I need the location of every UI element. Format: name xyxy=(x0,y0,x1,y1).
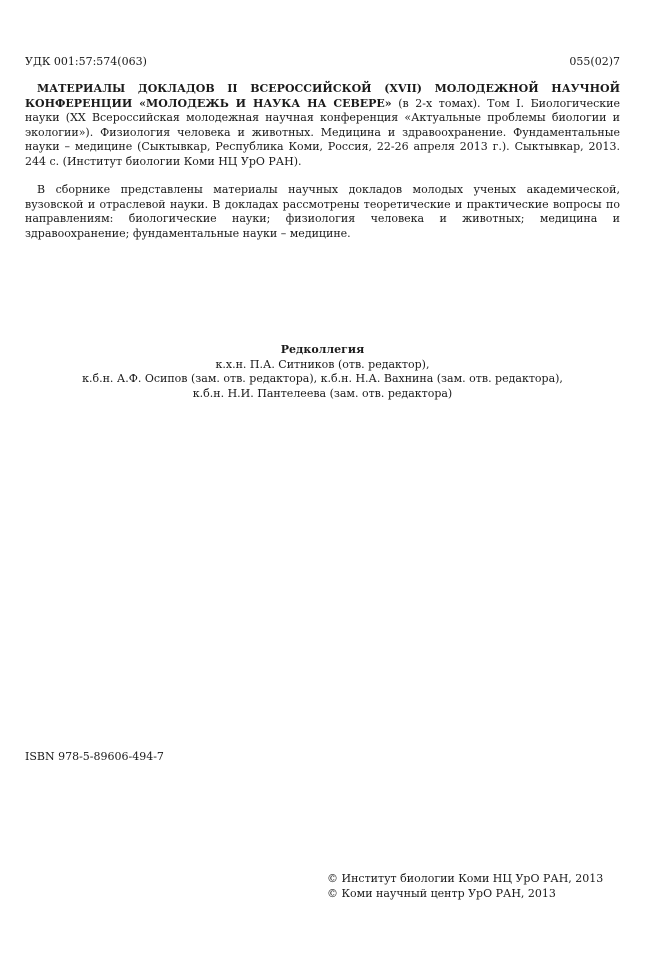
bbk-code: 055(02)7 xyxy=(569,55,620,68)
bibliographic-details: (в 2-х томах). Том I. Биологические науки (XX Всероссийская молодежная научная конференция «Актуальные проблемы биологии и экологии»). Физиология человека и животных. Медицина и здравоохранение. Фундаментальные науки – медицине (Сыктывкар, Республика Коми, Россия, 22-26 апреля 2013 г.). Сыктывкар, 2013. 244 с. (Институт биологии Коми НЦ УрО РАН). xyxy=(25,96,620,168)
conference-title: МАТЕРИАЛЫ ДОКЛАДОВ II ВСЕРОССИЙСКОЙ (XVII) МОЛОДЕЖНОЙ НАУЧНОЙ КОНФЕРЕНЦИИ «МОЛОДЕЖЬ И НАУКА НА СЕВЕРЕ» xyxy=(25,82,620,110)
udk-code: УДК 001:57:574(063) xyxy=(25,55,147,68)
isbn: ISBN 978-5-89606-494-7 xyxy=(25,750,164,763)
editorial-board-title: Редколлегия xyxy=(280,343,365,356)
copyright-line: © Коми научный центр УрО РАН, 2013 xyxy=(327,886,556,900)
copyright-block xyxy=(327,872,603,901)
copyright-line: © Институт биологии Коми НЦ УрО РАН, 2013 xyxy=(327,872,604,885)
editorial-board-member: к.б.н. Н.И. Пантелеева (зам. отв. редактора) xyxy=(192,386,453,400)
editorial-board-member: к.х.н. П.А. Ситников (отв. редактор), xyxy=(215,357,430,371)
editorial-board xyxy=(25,343,620,401)
abstract-paragraph: В сборнике представлены материалы научных докладов молодых ученых академической, вузовской и отраслевой науки. В докладах рассмотрены теоретические и практические вопросы по направлениям: биологические науки; физиология человека и животных; медицина и здравоохранение; фундаментальные науки – медицине. xyxy=(25,183,620,240)
bibliographic-description xyxy=(25,82,620,170)
editorial-board-member: к.б.н. А.Ф. Осипов (зам. отв. редактора), к.б.н. Н.А. Вахнина (зам. отв. редактора), xyxy=(82,372,563,386)
classification-row xyxy=(25,55,620,68)
